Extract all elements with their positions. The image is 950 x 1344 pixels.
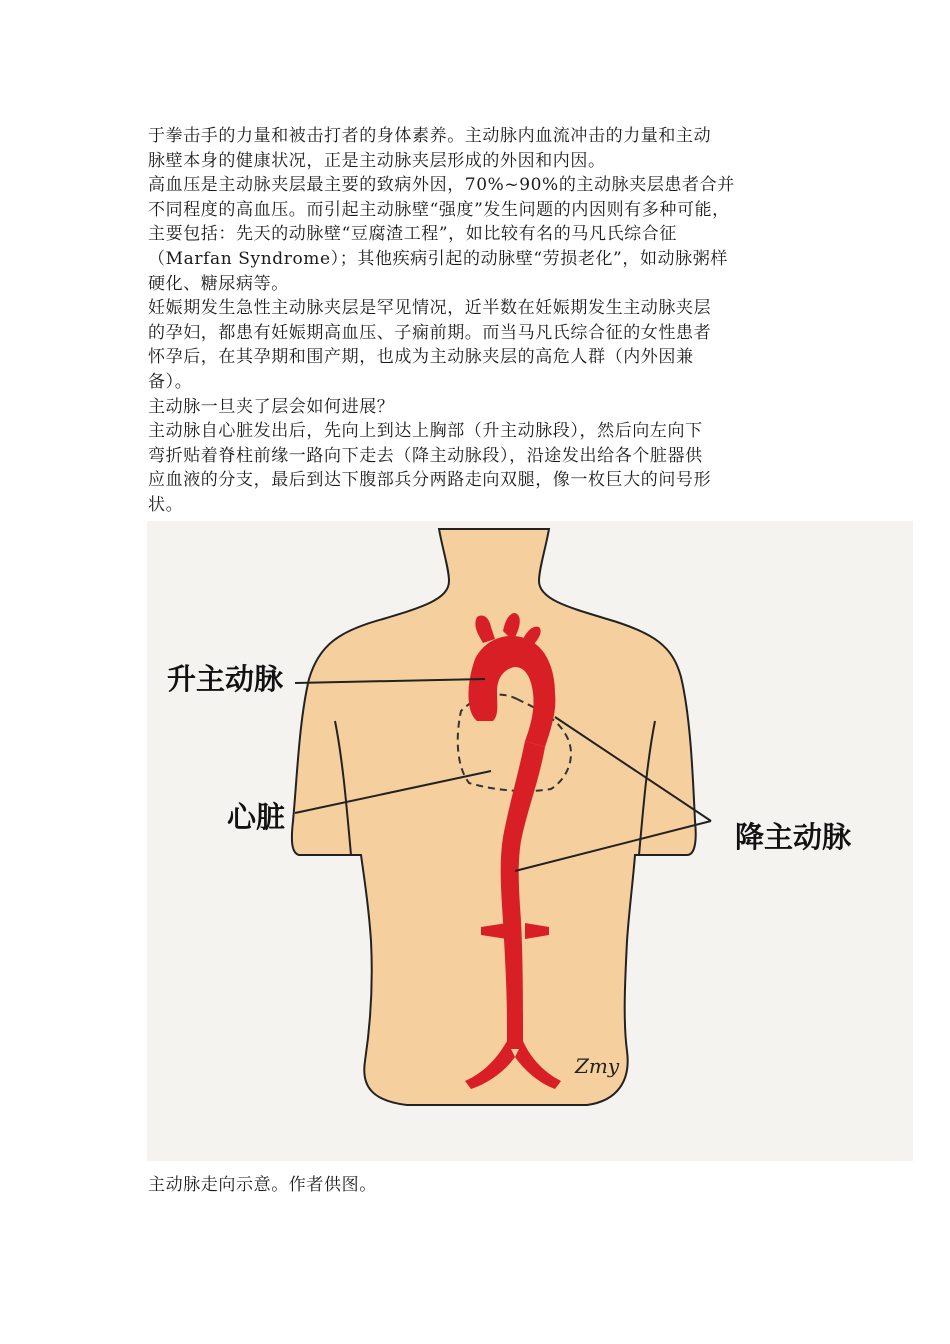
text-line: 状。 <box>148 494 184 515</box>
section-question: 主动脉一旦夹了层会如何进展？ <box>148 396 395 417</box>
text-line: 妊娠期发生急性主动脉夹层是罕见情况，近半数在妊娠期发生主动脉夹层 <box>148 298 712 319</box>
text-line: 的孕妇，都患有妊娠期高血压、子痫前期。而当马凡氏综合征的女性患者 <box>148 322 712 343</box>
label-heart: 心脏 <box>227 800 286 834</box>
label-ascending-aorta: 升主动脉 <box>167 662 284 696</box>
text-line: 脉壁本身的健康状况，正是主动脉夹层形成的外因和内因。 <box>148 150 606 171</box>
text-line: 高血压是主动脉夹层最主要的致病外因，70%~90%的主动脉夹层患者合并 <box>148 175 735 196</box>
text-line: 弯折贴着脊柱前缘一路向下走去（降主动脉段），沿途发出给各个脏器供 <box>148 445 703 466</box>
figure-caption: 主动脉走向示意。作者供图。 <box>148 1175 377 1195</box>
aorta-diagram-svg <box>147 521 913 1161</box>
text-line: 于拳击手的力量和被击打者的身体素养。主动脉内血流冲击的力量和主动 <box>148 126 712 146</box>
text-line: 主动脉自心脏发出后，先向上到达上胸部（升主动脉段），然后向左向下 <box>148 421 703 442</box>
text-line: （Marfan Syndrome）；其他疾病引起的动脉壁“劳损老化”，如动脉粥样 <box>148 248 728 269</box>
text-line: 怀孕后，在其孕期和围产期，也成为主动脉夹层的高危人群（内外因兼 <box>148 347 694 368</box>
aorta-illustration <box>147 521 913 1161</box>
artist-signature: Zmy <box>575 1054 620 1078</box>
text-line: 备）。 <box>148 371 193 392</box>
text-line: 硬化、糖尿病等。 <box>148 273 289 294</box>
label-descending-aorta: 降主动脉 <box>735 820 852 854</box>
article-text <box>148 124 828 518</box>
text-line: 不同程度的高血压。而引起主动脉壁“强度”发生问题的内因则有多种可能， <box>148 199 730 220</box>
text-line: 主要包括：先天的动脉壁“豆腐渣工程”，如比较有名的马凡氏综合征 <box>148 224 677 245</box>
text-line: 应血液的分支，最后到达下腹部兵分两路走向双腿，像一枚巨大的问号形 <box>148 470 712 491</box>
torso-shape <box>292 529 696 1105</box>
